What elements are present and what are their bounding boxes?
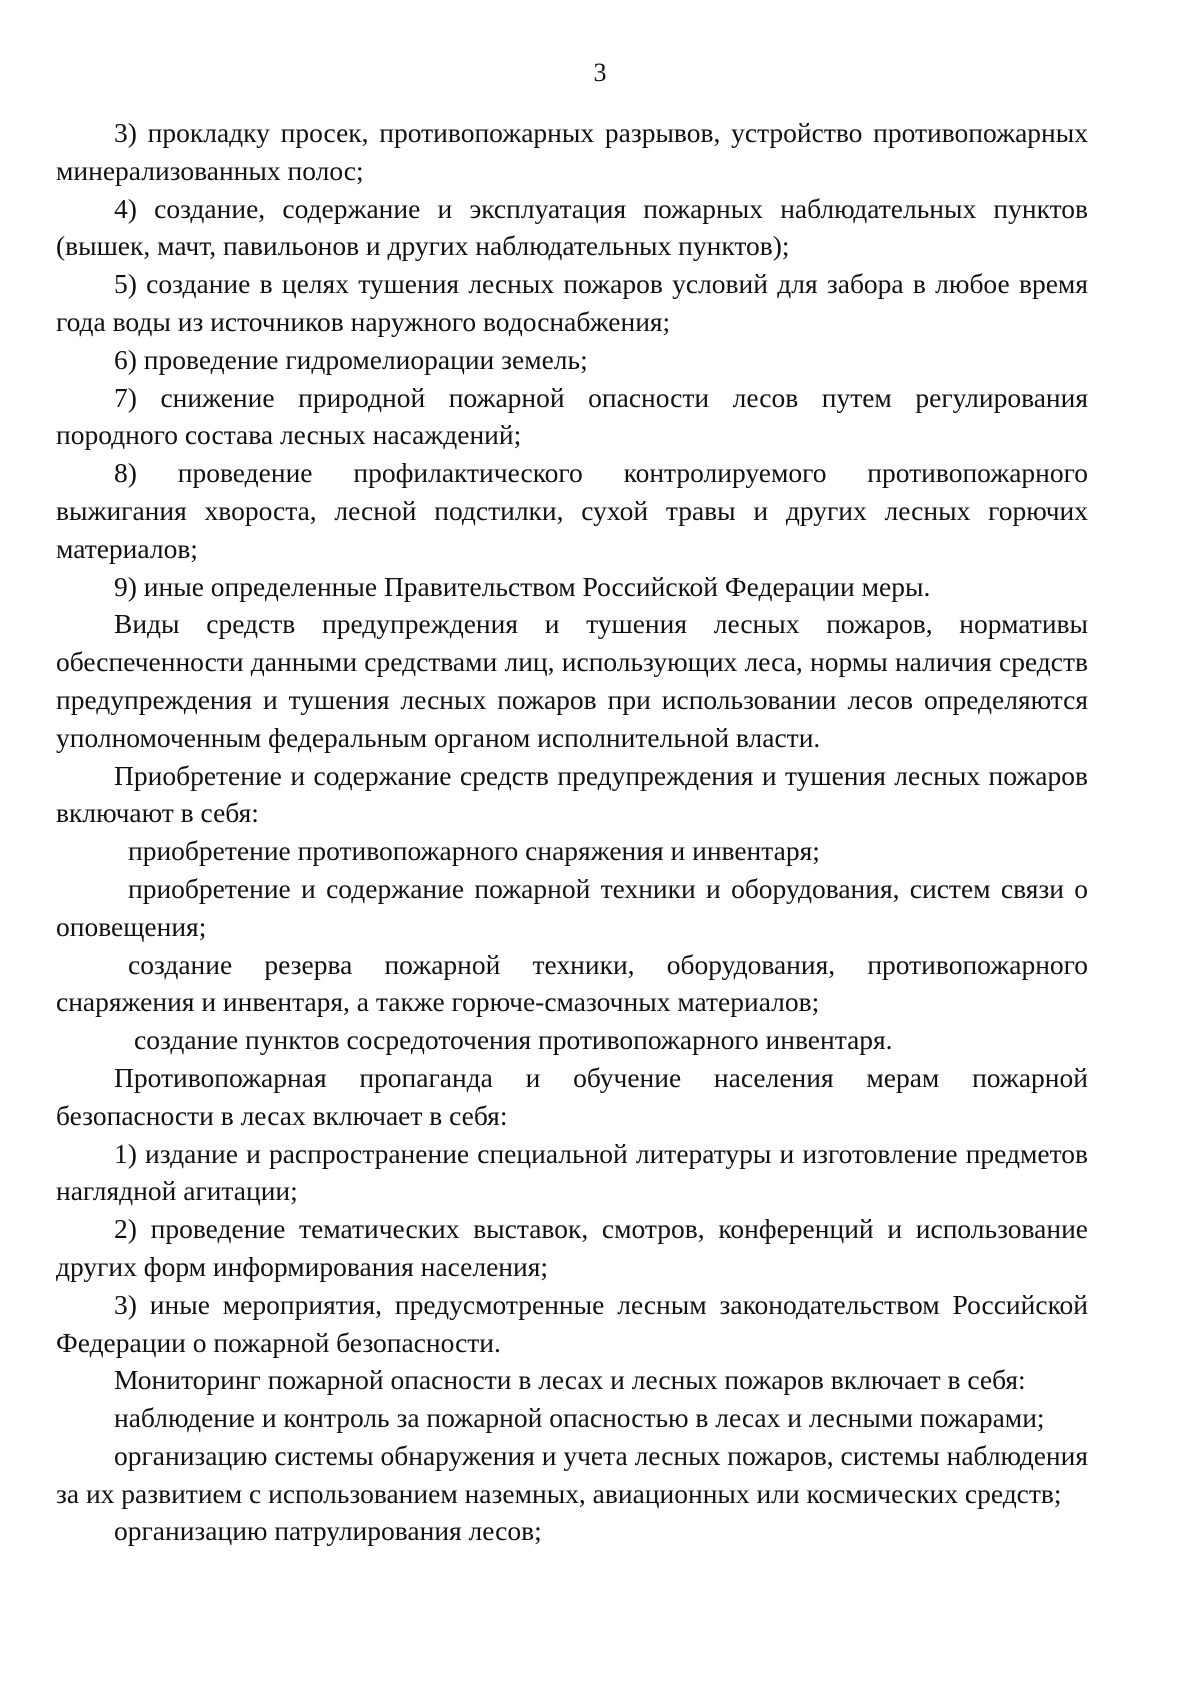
paragraph-acquisition-machinery: приобретение и содержание пожарной техники и оборудования, систем связи о оповещения; xyxy=(56,872,1088,942)
paragraph-item-5-water-supply: 5) создание в целях тушения лесных пожаров условий для забора в любое время года воды из источников наружного водоснабжения; xyxy=(56,268,1088,337)
document-body xyxy=(56,114,1088,1550)
paragraph-reserve: создание резерва пожарной техники, оборудования, противопожарного снаряжения и инвентаря, а также горюче-смазочных материалов; xyxy=(56,948,1088,1018)
paragraph-propaganda-item-1: 1) издание и распространение специальной литературы и изготовление предметов наглядной агитации; xyxy=(56,1137,1088,1207)
paragraph-concentration-points: создание пунктов сосредоточения противопожарного инвентаря. xyxy=(134,1024,893,1056)
paragraph-propaganda-item-2: 2) проведение тематических выставок, смотров, конференций и использование других форм информирования населения; xyxy=(56,1213,1088,1282)
paragraph-item-7-fire-hazard-reduction: 7) снижение природной пожарной опасности лесов путем регулирования породного состава лесных насаждений; xyxy=(56,381,1088,451)
paragraph-monitoring-patrol: организацию патрулирования лесов; xyxy=(114,1515,542,1547)
paragraph-item-6-hydromelioration: 6) проведение гидромелиорации земель; xyxy=(114,343,588,375)
paragraph-monitoring-intro: Мониторинг пожарной опасности в лесах и лесных пожаров включает в себя: xyxy=(114,1364,1026,1396)
paragraph-item-4-observation-points: 4) создание, содержание и эксплуатация пожарных наблюдательных пунктов (вышек, мачт, павильонов и других наблюдательных пунктов); xyxy=(56,192,1088,262)
page-number: 3 xyxy=(593,58,607,87)
paragraph-monitoring-observation: наблюдение и контроль за пожарной опасностью в лесах и лесными пожарами; xyxy=(114,1402,1045,1434)
paragraph-propaganda-intro: Противопожарная пропаганда и обучение населения мерам пожарной безопасности в лесах включает в себя: xyxy=(56,1061,1088,1131)
paragraph-item-9-other-measures: 9) иные определенные Правительством Российской Федерации меры. xyxy=(114,570,931,602)
paragraph-acquisition-equipment: приобретение противопожарного снаряжения и инвентаря; xyxy=(128,835,820,867)
paragraph-means-types: Виды средств предупреждения и тушения лесных пожаров, нормативы обеспеченности данными средствами лиц, использующих леса, нормы наличия средств предупреждения и тушения лесных пожаров при использовании лесов определяются уполномоченным федеральным органом исполнительной власти. xyxy=(56,608,1088,753)
paragraph-propaganda-item-3: 3) иные мероприятия, предусмотренные лесным законодательством Российской Федерации о пожарной безопасности. xyxy=(56,1288,1088,1358)
paragraph-item-8-controlled-burning: 8) проведение профилактического контролируемого противопожарного выжигания хвороста, лесной подстилки, сухой травы и других лесных горючих материалов; xyxy=(56,457,1088,564)
paragraph-monitoring-detection: организацию системы обнаружения и учета лесных пожаров, системы наблюдения за их развитием с использованием наземных, авиационных или космических средств; xyxy=(56,1439,1088,1509)
paragraph-item-3-clearings: 3) прокладку просек, противопожарных разрывов, устройство противопожарных минерализованных полос; xyxy=(56,117,1088,186)
paragraph-acquisition-intro: Приобретение и содержание средств предупреждения и тушения лесных пожаров включают в себя: xyxy=(56,759,1088,829)
